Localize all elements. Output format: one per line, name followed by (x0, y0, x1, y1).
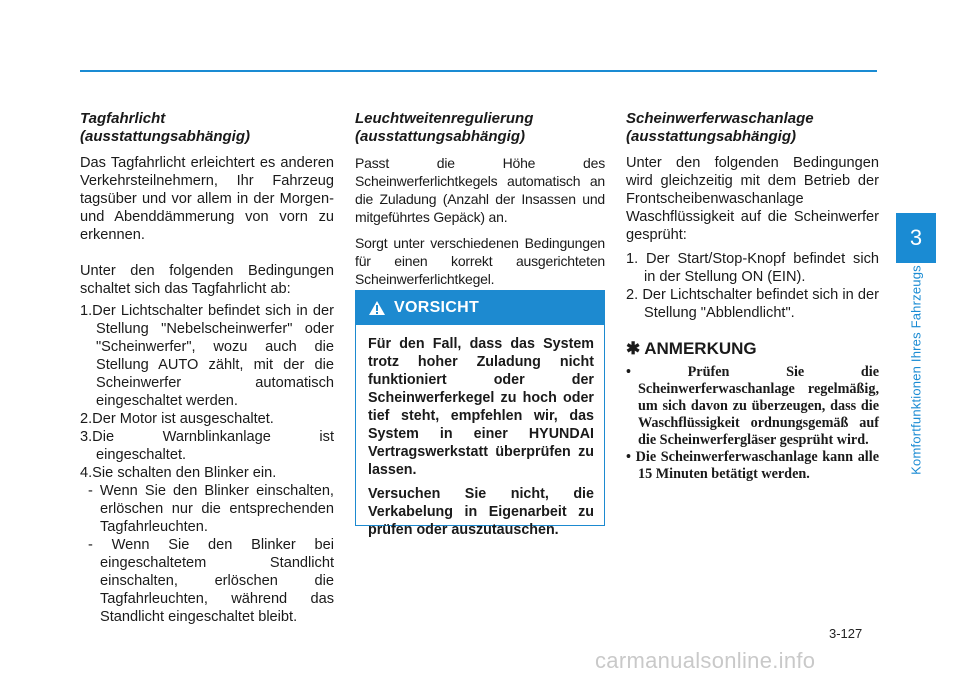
sub-list-item: - Wenn Sie den Blinker einschalten, erlöschen nur die entsprechenden Tagfahrleuchten. (88, 483, 334, 535)
description-paragraph: Passt die Höhe des Scheinwerferlichtkegels automatisch an die Zuladung (Anzahl der Insassen und mitgeführtes Gepäck) an. (355, 155, 605, 225)
list-item: 1. Der Start/Stop-Knopf befindet sich in der Stellung ON (EIN). (626, 251, 879, 285)
caution-body (356, 325, 604, 539)
caution-title: VORSICHT (394, 299, 480, 316)
note-item: • Prüfen Sie die Scheinwerferwaschanlage regelmäßig, um sich davon zu überzeugen, dass die Waschflüssigkeit ordnungsgemäß auf die Scheinwerfergläser gesprüht wird. (626, 364, 879, 448)
asterisk-icon: ✱ (626, 339, 641, 358)
page-number: 3-127 (829, 626, 863, 641)
chapter-tab (896, 213, 936, 263)
list-item: 2.Der Motor ist ausgeschaltet. (80, 411, 274, 427)
note-title: ANMERKUNG (644, 339, 757, 358)
warning-triangle-icon (368, 300, 386, 316)
list-item: 4.Sie schalten den Blinker ein. (80, 465, 277, 481)
column-tagfahrlicht (80, 110, 334, 626)
heading-line-1: Scheinwerferwaschanlage (626, 110, 814, 127)
heading-scheinwerferwaschanlage (626, 110, 879, 146)
sub-list-item: - Wenn Sie den Blinker bei eingeschaltetem Standlicht einschalten, erlöschen die Tagfahrleuchten, während das Standlicht eingeschaltet bleibt. (88, 537, 334, 625)
description-paragraph: Sorgt unter verschiedenen Bedingungen für einen korrekt ausgerichteten Scheinwerferlichtkegel. (355, 235, 605, 287)
watermark: carmanualsonline.info (595, 648, 816, 673)
chapter-number: 3 (909, 225, 923, 250)
caution-header (356, 291, 604, 325)
list-item: 3.Die Warnblinkanlage ist eingeschaltet. (80, 429, 334, 463)
caution-paragraph: Versuchen Sie nicht, die Verkabelung in Eigenarbeit zu prüfen oder auszutauschen. (368, 486, 594, 538)
caution-box (355, 290, 605, 538)
heading-tagfahrlicht (80, 110, 334, 146)
list-item: 1.Der Lichtschalter befindet sich in der Stellung "Nebelscheinwerfer" oder "Scheinwerfer", wozu auch die Stellung AUTO zählt, mit der die Scheinwerfer automatisch eingeschaltet werden. (80, 303, 334, 409)
intro-paragraph: Das Tagfahrlicht erleichtert es anderen Verkehrsteilnehmern, Ihr Fahrzeug tagsüber und vor allem in der Morgen- und Abenddämmerung von vorn zu erkennen. (80, 155, 334, 243)
conditions-paragraph: Unter den folgenden Bedingungen schaltet sich das Tagfahrlicht ab: (80, 263, 334, 297)
heading-line-1: Tagfahrlicht (80, 110, 166, 127)
column-leuchtweitenregulierung (355, 110, 605, 288)
chapter-title: Komfortfunktionen Ihres Fahrzeugs (908, 265, 924, 475)
intro-paragraph: Unter den folgenden Bedingungen wird gleichzeitig mit dem Betrieb der Frontscheibenwaschanlage Waschflüssigkeit auf die Scheinwerfer gesprüht: (626, 155, 879, 243)
heading-line-2: (ausstattungsabhängig) (80, 128, 251, 145)
top-rule (80, 70, 877, 72)
note-item: • Die Scheinwerferwaschanlage kann alle 15 Minuten betätigt werden. (626, 449, 879, 482)
heading-line-2: (ausstattungsabhängig) (626, 128, 797, 145)
heading-line-1: Leuchtweitenregulierung (355, 110, 534, 127)
heading-line-2: (ausstattungsabhängig) (355, 128, 526, 145)
list-item: 2. Der Lichtschalter befindet sich in der Stellung "Abblendlicht". (626, 287, 879, 321)
column-scheinwerferwaschanlage (626, 110, 879, 483)
caution-paragraph: Für den Fall, dass das System trotz hoher Zuladung nicht funktioniert oder der Scheinwerferkegel zu hoch oder tief steht, empfehlen wir, das System in einer HYUNDAI Vertragswerkstatt überprüfen zu lassen. (368, 336, 594, 478)
heading-leuchtweitenregulierung (355, 110, 605, 146)
note-heading (626, 340, 879, 358)
